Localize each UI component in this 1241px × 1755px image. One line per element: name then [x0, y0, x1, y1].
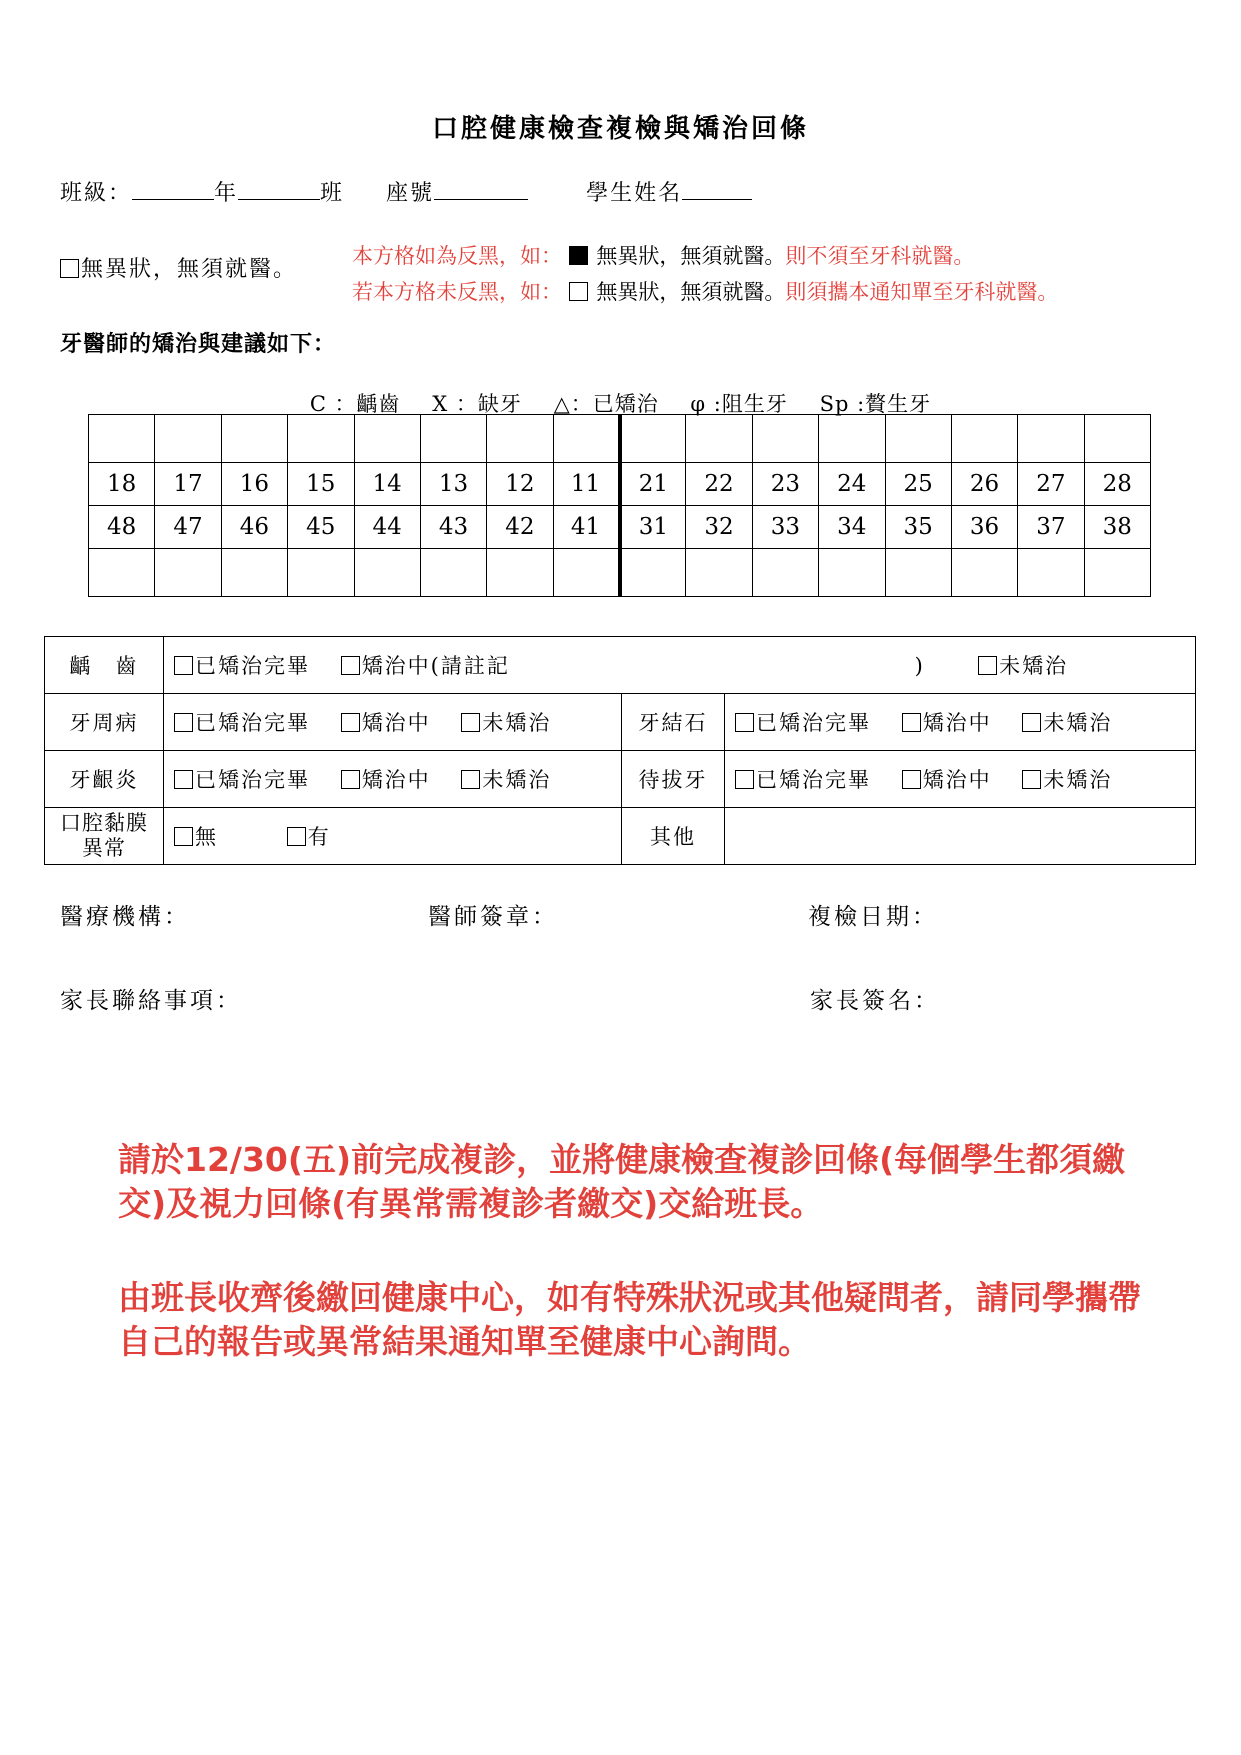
tooth-number: 37 — [1018, 506, 1084, 549]
parent-notes-label: 家長聯絡事項： — [60, 988, 242, 1014]
option-label: 已矯治完畢 — [195, 768, 310, 792]
checkbox[interactable] — [341, 770, 360, 789]
checkbox[interactable] — [978, 656, 997, 675]
treatment-status-table — [44, 636, 1196, 865]
checkbox[interactable] — [174, 770, 193, 789]
extract-untreated-option[interactable] — [1022, 764, 1112, 794]
tooth-number: 33 — [752, 506, 818, 549]
calculus-options — [725, 694, 1196, 751]
extract-options — [725, 751, 1196, 808]
mark-cell[interactable] — [155, 415, 221, 463]
no-abnormal-label: 無異狀，無須就醫。 — [81, 257, 298, 282]
note-filled — [352, 240, 974, 270]
no-abnormal-option[interactable] — [60, 252, 297, 283]
tooth-number: 11 — [553, 463, 619, 506]
mark-cell[interactable] — [819, 415, 885, 463]
tooth-number: 35 — [885, 506, 951, 549]
option-label: 無 — [195, 825, 218, 849]
note-empty-text: 無異狀，無須就醫。 — [596, 280, 786, 304]
lower-tooth-numbers — [89, 506, 1151, 549]
checkbox[interactable] — [1022, 713, 1041, 732]
mucosa-yes-option[interactable] — [287, 821, 331, 851]
mark-cell[interactable] — [288, 415, 354, 463]
mark-cell[interactable] — [752, 549, 818, 597]
name-blank[interactable] — [682, 177, 752, 200]
tooth-number: 48 — [89, 506, 155, 549]
mark-cell[interactable] — [885, 415, 951, 463]
mark-cell[interactable] — [1018, 415, 1084, 463]
filled-checkbox-example-icon — [569, 246, 588, 265]
mark-cell[interactable] — [354, 415, 420, 463]
seat-blank[interactable] — [434, 177, 528, 200]
mucosa-none-option[interactable] — [174, 821, 218, 851]
perio-options — [164, 694, 622, 751]
calculus-done-option[interactable] — [735, 707, 871, 737]
tooth-number: 17 — [155, 463, 221, 506]
empty-checkbox-example-icon — [569, 282, 588, 301]
mark-cell[interactable] — [1084, 415, 1150, 463]
checkbox[interactable] — [174, 656, 193, 675]
option-label: 未矯治 — [482, 768, 552, 792]
option-label: 已矯治完畢 — [756, 711, 871, 735]
gingivitis-label: 牙齦炎 — [45, 751, 164, 808]
extract-done-option[interactable] — [735, 764, 871, 794]
grade-label: 年 — [214, 181, 239, 206]
tooth-number: 26 — [951, 463, 1017, 506]
tooth-number: 15 — [288, 463, 354, 506]
tooth-number: 28 — [1084, 463, 1150, 506]
caries-label: 齲 齒 — [45, 637, 164, 694]
gingivitis-extract-row — [45, 751, 1196, 808]
tooth-number: 23 — [752, 463, 818, 506]
class-unit-label: 班 — [320, 181, 345, 206]
parent-signature-label: 家長簽名： — [810, 988, 940, 1014]
mark-cell[interactable] — [89, 549, 155, 597]
tooth-number: 13 — [420, 463, 486, 506]
checkbox[interactable] — [174, 827, 193, 846]
tooth-number: 45 — [288, 506, 354, 549]
note-filled-tail: 則不須至牙科就醫。 — [785, 244, 975, 268]
tooth-number: 36 — [951, 506, 1017, 549]
other-label: 其他 — [622, 808, 725, 865]
mark-cell[interactable] — [155, 549, 221, 597]
note-empty — [352, 276, 1058, 306]
note-filled-text: 無異狀，無須就醫。 — [596, 244, 786, 268]
no-abnormal-checkbox[interactable] — [60, 259, 79, 278]
name-label: 學生姓名 — [586, 181, 683, 206]
caries-row — [45, 637, 1196, 694]
checkbox[interactable] — [902, 770, 921, 789]
mucosa-options — [164, 808, 622, 865]
caries-options — [164, 637, 1196, 694]
option-label: 未矯治 — [1043, 711, 1113, 735]
mark-cell[interactable] — [951, 549, 1017, 597]
checkbox[interactable] — [461, 713, 480, 732]
tooth-number: 21 — [620, 463, 686, 506]
option-label: 有 — [307, 825, 331, 849]
tooth-number: 27 — [1018, 463, 1084, 506]
gingivitis-untreated-option[interactable] — [461, 764, 551, 794]
tooth-number: 14 — [354, 463, 420, 506]
legend-caries: C ：齲齒 — [309, 392, 401, 416]
legend-treated: △：已矯治 — [553, 392, 659, 416]
option-label: 已矯治完畢 — [195, 654, 310, 678]
checkbox[interactable] — [735, 713, 754, 732]
mark-cell[interactable] — [951, 415, 1017, 463]
tooth-number: 16 — [221, 463, 287, 506]
option-label: 矯治中 — [922, 711, 992, 735]
institution-label: 醫療機構： — [60, 904, 190, 930]
upper-tooth-numbers — [89, 463, 1151, 506]
tooth-number: 32 — [686, 506, 752, 549]
mark-cell[interactable] — [487, 549, 553, 597]
tooth-number: 31 — [620, 506, 686, 549]
tooth-number: 44 — [354, 506, 420, 549]
class-label: 班級： — [60, 181, 133, 206]
tooth-number: 12 — [487, 463, 553, 506]
calculus-ongoing-option[interactable] — [902, 707, 992, 737]
checkbox[interactable] — [461, 770, 480, 789]
tooth-number: 25 — [885, 463, 951, 506]
tooth-number: 24 — [819, 463, 885, 506]
mark-cell[interactable] — [553, 549, 619, 597]
gingivitis-done-option[interactable] — [174, 764, 310, 794]
mark-cell[interactable] — [752, 415, 818, 463]
checkbox[interactable] — [902, 713, 921, 732]
mucosa-label-line2: 異常 — [82, 836, 126, 860]
mark-cell[interactable] — [1084, 549, 1150, 597]
notice-paragraph-2: 由班長收齊後繳回健康中心，如有特殊狀況或其他疑問者，請同學攜帶自己的報告或異常結果通知單至健康中心詢問。 — [118, 1278, 1141, 1361]
mark-cell[interactable] — [1018, 549, 1084, 597]
extract-ongoing-option[interactable] — [902, 764, 992, 794]
mucosa-label-line1: 口腔黏膜 — [60, 811, 148, 835]
mark-cell[interactable] — [620, 415, 686, 463]
tooth-number: 38 — [1084, 506, 1150, 549]
gingivitis-options — [164, 751, 622, 808]
tooth-number: 47 — [155, 506, 221, 549]
grade-blank[interactable] — [132, 177, 214, 200]
option-label: 已矯治完畢 — [756, 768, 871, 792]
upper-mark-row — [89, 415, 1151, 463]
option-label: 矯治中 — [361, 711, 431, 735]
tooth-number: 18 — [89, 463, 155, 506]
perio-done-option[interactable] — [174, 707, 310, 737]
lower-mark-row — [89, 549, 1151, 597]
checkbox[interactable] — [735, 770, 754, 789]
mark-cell[interactable] — [420, 415, 486, 463]
checkbox[interactable] — [1022, 770, 1041, 789]
mark-cell[interactable] — [686, 415, 752, 463]
option-label: 矯治中 — [361, 768, 431, 792]
option-label: 未矯治 — [1043, 768, 1113, 792]
option-label: 未矯治 — [482, 711, 552, 735]
legend-impacted: φ :阻生牙 — [690, 392, 788, 416]
checkbox[interactable] — [287, 827, 306, 846]
mark-cell[interactable] — [89, 415, 155, 463]
tooth-chart — [88, 414, 1151, 597]
mark-cell[interactable] — [620, 549, 686, 597]
option-label: 矯治中(請註記 — [361, 654, 510, 678]
option-label: 矯治中 — [922, 768, 992, 792]
notice-paragraph-1: 請於12/30(五)前完成複診，並將健康檢查複診回條(每個學生都須繳交)及視力回條(有異常需複診者繳交)交給班長。 — [118, 1140, 1126, 1223]
dentist-advice-heading: 牙醫師的矯治與建議如下： — [60, 331, 337, 357]
mark-cell[interactable] — [686, 549, 752, 597]
mark-cell[interactable] — [885, 549, 951, 597]
note-empty-prefix: 若本方格未反黑，如： — [352, 280, 562, 304]
mark-cell[interactable] — [221, 549, 287, 597]
mark-cell[interactable] — [288, 549, 354, 597]
caries-note-close: ) — [914, 654, 925, 678]
mucosa-other-row — [45, 808, 1196, 865]
caries-ongoing-option[interactable] — [341, 650, 510, 680]
perio-calculus-row — [45, 694, 1196, 751]
calculus-untreated-option[interactable] — [1022, 707, 1112, 737]
caries-done-option[interactable] — [174, 650, 310, 680]
mark-cell[interactable] — [553, 415, 619, 463]
checkbox[interactable] — [174, 713, 193, 732]
tooth-number: 43 — [420, 506, 486, 549]
tooth-number: 41 — [553, 506, 619, 549]
option-label: 已矯治完畢 — [195, 711, 310, 735]
mark-cell[interactable] — [819, 549, 885, 597]
seat-label: 座號 — [386, 181, 435, 206]
caries-untreated-option[interactable] — [978, 650, 1068, 680]
tooth-number: 34 — [819, 506, 885, 549]
calculus-label: 牙結石 — [622, 694, 725, 751]
legend-missing: X ：缺牙 — [432, 392, 522, 416]
student-info-row — [60, 176, 752, 207]
doctor-signature-label: 醫師簽章： — [428, 904, 558, 930]
recheck-date-label: 複檢日期： — [808, 904, 938, 930]
tooth-number: 42 — [487, 506, 553, 549]
perio-ongoing-option[interactable] — [341, 707, 431, 737]
other-field[interactable] — [725, 808, 1196, 865]
mark-cell[interactable] — [420, 549, 486, 597]
page-title: 口腔健康檢查複檢與矯治回條 — [431, 114, 809, 144]
mark-cell[interactable] — [354, 549, 420, 597]
checkbox[interactable] — [341, 656, 360, 675]
mark-cell[interactable] — [487, 415, 553, 463]
note-filled-prefix: 本方格如為反黑，如： — [352, 244, 562, 268]
gingivitis-ongoing-option[interactable] — [341, 764, 431, 794]
mucosa-label — [45, 808, 164, 865]
option-label: 未矯治 — [999, 654, 1069, 678]
checkbox[interactable] — [341, 713, 360, 732]
perio-untreated-option[interactable] — [461, 707, 551, 737]
tooth-number: 22 — [686, 463, 752, 506]
perio-label: 牙周病 — [45, 694, 164, 751]
legend-supernumerary: Sp :贅生牙 — [819, 392, 932, 416]
note-empty-tail: 則須攜本通知單至牙科就醫。 — [785, 280, 1059, 304]
extract-label: 待拔牙 — [622, 751, 725, 808]
tooth-number: 46 — [221, 506, 287, 549]
mark-cell[interactable] — [221, 415, 287, 463]
class-blank[interactable] — [238, 177, 320, 200]
